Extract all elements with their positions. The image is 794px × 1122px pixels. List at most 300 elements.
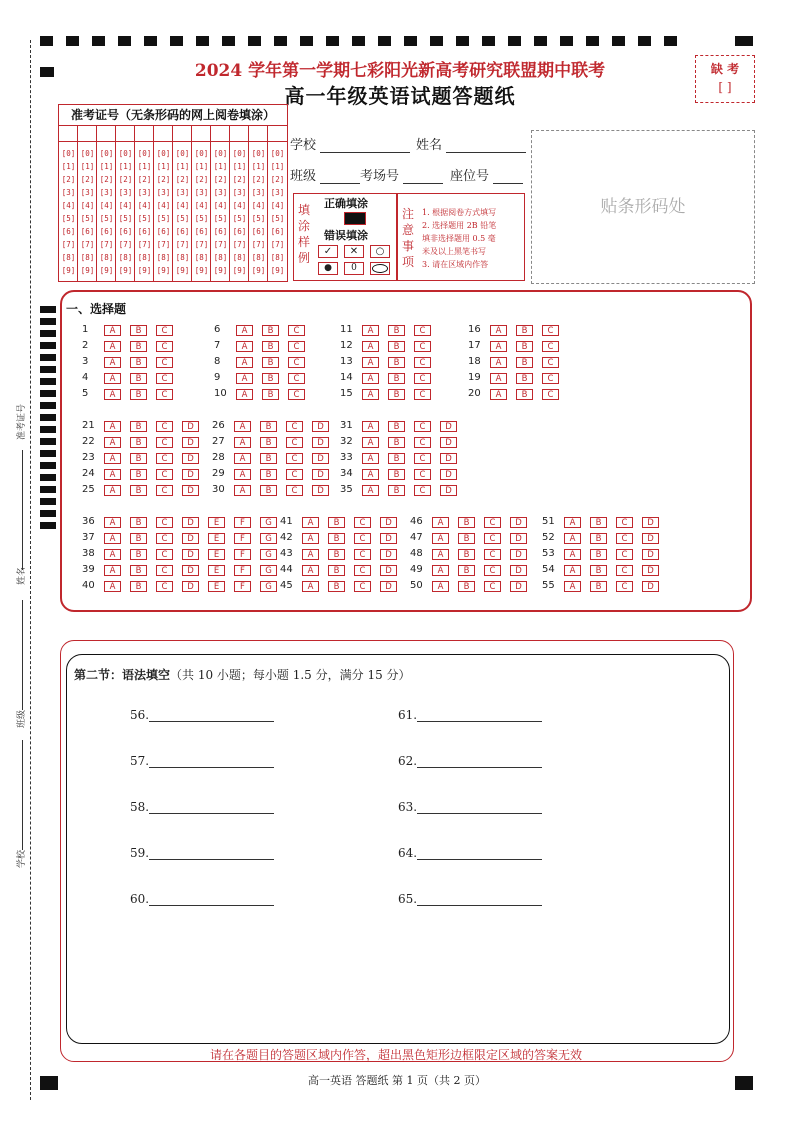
exam-id-bubble[interactable]: [5]	[213, 214, 228, 223]
answer-bubble-26-d[interactable]: D	[312, 421, 329, 432]
answer-bubble-24-c[interactable]: C	[156, 469, 173, 480]
blank-59[interactable]	[130, 846, 274, 860]
answer-bubble-7-b[interactable]: B	[262, 341, 279, 352]
answer-bubble-30-c[interactable]: C	[286, 485, 303, 496]
answer-bubble-37-f[interactable]: F	[234, 533, 251, 544]
answer-bubble-1-c[interactable]: C	[156, 325, 173, 336]
answer-bubble-46-c[interactable]: C	[484, 517, 501, 528]
exam-id-bubble[interactable]: [7]	[99, 240, 114, 249]
answer-bubble-45-b[interactable]: B	[328, 581, 345, 592]
answer-bubble-43-d[interactable]: D	[380, 549, 397, 560]
answer-bubble-47-a[interactable]: A	[432, 533, 449, 544]
exam-id-bubble[interactable]: [5]	[251, 214, 266, 223]
exam-id-bubble[interactable]: [3]	[213, 188, 228, 197]
answer-bubble-53-b[interactable]: B	[590, 549, 607, 560]
answer-bubble-10-b[interactable]: B	[262, 389, 279, 400]
exam-id-bubble[interactable]: [0]	[270, 149, 285, 158]
exam-id-bubble[interactable]: [5]	[118, 214, 133, 223]
answer-bubble-49-d[interactable]: D	[510, 565, 527, 576]
answer-bubble-18-a[interactable]: A	[490, 357, 507, 368]
answer-bubble-12-b[interactable]: B	[388, 341, 405, 352]
exam-id-bubble[interactable]: [3]	[232, 188, 247, 197]
blank-58[interactable]	[130, 800, 274, 814]
answer-bubble-54-a[interactable]: A	[564, 565, 581, 576]
exam-id-bubble[interactable]: [4]	[156, 201, 171, 210]
class-field[interactable]	[290, 165, 360, 184]
answer-bubble-38-e[interactable]: E	[208, 549, 225, 560]
answer-bubble-38-a[interactable]: A	[104, 549, 121, 560]
exam-id-grid[interactable]	[59, 125, 287, 281]
answer-bubble-43-c[interactable]: C	[354, 549, 371, 560]
answer-bubble-28-a[interactable]: A	[234, 453, 251, 464]
exam-id-bubble[interactable]: [3]	[270, 188, 285, 197]
blank-65[interactable]	[398, 892, 542, 906]
answer-bubble-8-a[interactable]: A	[236, 357, 253, 368]
answer-bubble-16-a[interactable]: A	[490, 325, 507, 336]
exam-id-bubble[interactable]: [1]	[270, 162, 285, 171]
answer-bubble-23-b[interactable]: B	[130, 453, 147, 464]
answer-bubble-40-f[interactable]: F	[234, 581, 251, 592]
answer-bubble-42-d[interactable]: D	[380, 533, 397, 544]
blank-64[interactable]	[398, 846, 542, 860]
exam-id-bubble[interactable]: [9]	[156, 266, 171, 275]
answer-bubble-52-d[interactable]: D	[642, 533, 659, 544]
answer-bubble-4-c[interactable]: C	[156, 373, 173, 384]
answer-bubble-5-b[interactable]: B	[130, 389, 147, 400]
answer-bubble-2-a[interactable]: A	[104, 341, 121, 352]
answer-bubble-38-d[interactable]: D	[182, 549, 199, 560]
answer-bubble-33-b[interactable]: B	[388, 453, 405, 464]
answer-bubble-13-b[interactable]: B	[388, 357, 405, 368]
answer-bubble-55-c[interactable]: C	[616, 581, 633, 592]
exam-id-bubble[interactable]: [1]	[118, 162, 133, 171]
answer-bubble-19-c[interactable]: C	[542, 373, 559, 384]
answer-bubble-46-d[interactable]: D	[510, 517, 527, 528]
answer-bubble-44-d[interactable]: D	[380, 565, 397, 576]
answer-bubble-21-a[interactable]: A	[104, 421, 121, 432]
answer-bubble-11-b[interactable]: B	[388, 325, 405, 336]
answer-bubble-9-c[interactable]: C	[288, 373, 305, 384]
exam-id-bubble[interactable]: [1]	[232, 162, 247, 171]
answer-bubble-42-c[interactable]: C	[354, 533, 371, 544]
answer-bubble-47-c[interactable]: C	[484, 533, 501, 544]
answer-bubble-22-b[interactable]: B	[130, 437, 147, 448]
room-field[interactable]	[360, 165, 443, 184]
answer-bubble-28-b[interactable]: B	[260, 453, 277, 464]
exam-id-bubble[interactable]: [2]	[232, 175, 247, 184]
answer-bubble-36-g[interactable]: G	[260, 517, 277, 528]
answer-bubble-12-a[interactable]: A	[362, 341, 379, 352]
answer-bubble-4-b[interactable]: B	[130, 373, 147, 384]
exam-id-bubble[interactable]: [6]	[99, 227, 114, 236]
answer-bubble-37-g[interactable]: G	[260, 533, 277, 544]
exam-id-bubble[interactable]: [2]	[175, 175, 190, 184]
exam-id-bubble[interactable]: [8]	[99, 253, 114, 262]
exam-id-bubble[interactable]: [6]	[213, 227, 228, 236]
answer-bubble-30-a[interactable]: A	[234, 485, 251, 496]
exam-id-bubble[interactable]: [7]	[80, 240, 95, 249]
answer-bubble-36-f[interactable]: F	[234, 517, 251, 528]
answer-bubble-36-a[interactable]: A	[104, 517, 121, 528]
answer-bubble-15-a[interactable]: A	[362, 389, 379, 400]
exam-id-bubble[interactable]: [7]	[213, 240, 228, 249]
exam-id-bubble[interactable]: [3]	[80, 188, 95, 197]
answer-bubble-27-d[interactable]: D	[312, 437, 329, 448]
exam-id-bubble[interactable]: [3]	[99, 188, 114, 197]
answer-bubble-49-a[interactable]: A	[432, 565, 449, 576]
answer-bubble-22-c[interactable]: C	[156, 437, 173, 448]
exam-id-bubble[interactable]: [9]	[61, 266, 76, 275]
blank-60[interactable]	[130, 892, 274, 906]
answer-bubble-55-a[interactable]: A	[564, 581, 581, 592]
exam-id-bubble[interactable]: [7]	[156, 240, 171, 249]
exam-id-bubble[interactable]: [4]	[61, 201, 76, 210]
answer-bubble-51-c[interactable]: C	[616, 517, 633, 528]
blank-61[interactable]	[398, 708, 542, 722]
blank-62[interactable]	[398, 754, 542, 768]
exam-id-bubble[interactable]: [9]	[80, 266, 95, 275]
answer-bubble-25-c[interactable]: C	[156, 485, 173, 496]
exam-id-bubble[interactable]: [1]	[213, 162, 228, 171]
answer-bubble-3-a[interactable]: A	[104, 357, 121, 368]
answer-bubble-20-a[interactable]: A	[490, 389, 507, 400]
answer-bubble-7-c[interactable]: C	[288, 341, 305, 352]
answer-bubble-27-b[interactable]: B	[260, 437, 277, 448]
answer-bubble-39-b[interactable]: B	[130, 565, 147, 576]
answer-bubble-35-c[interactable]: C	[414, 485, 431, 496]
exam-id-bubble[interactable]: [8]	[270, 253, 285, 262]
exam-id-bubble[interactable]: [4]	[270, 201, 285, 210]
exam-id-bubble[interactable]: [6]	[194, 227, 209, 236]
answer-bubble-34-d[interactable]: D	[440, 469, 457, 480]
blank-56[interactable]	[130, 708, 274, 722]
name-field[interactable]	[416, 134, 526, 153]
answer-bubble-34-c[interactable]: C	[414, 469, 431, 480]
exam-id-bubble[interactable]: [7]	[118, 240, 133, 249]
answer-bubble-40-c[interactable]: C	[156, 581, 173, 592]
answer-bubble-44-b[interactable]: B	[328, 565, 345, 576]
exam-id-bubble[interactable]: [6]	[232, 227, 247, 236]
answer-bubble-47-d[interactable]: D	[510, 533, 527, 544]
answer-bubble-9-b[interactable]: B	[262, 373, 279, 384]
answer-bubble-46-b[interactable]: B	[458, 517, 475, 528]
answer-bubble-40-d[interactable]: D	[182, 581, 199, 592]
answer-bubble-11-a[interactable]: A	[362, 325, 379, 336]
answer-bubble-6-b[interactable]: B	[262, 325, 279, 336]
answer-bubble-35-b[interactable]: B	[388, 485, 405, 496]
answer-bubble-50-c[interactable]: C	[484, 581, 501, 592]
answer-bubble-32-b[interactable]: B	[388, 437, 405, 448]
exam-id-bubble[interactable]: [6]	[118, 227, 133, 236]
answer-bubble-20-c[interactable]: C	[542, 389, 559, 400]
answer-bubble-23-c[interactable]: C	[156, 453, 173, 464]
answer-bubble-51-b[interactable]: B	[590, 517, 607, 528]
answer-bubble-48-d[interactable]: D	[510, 549, 527, 560]
answer-bubble-54-d[interactable]: D	[642, 565, 659, 576]
exam-id-bubble[interactable]: [8]	[175, 253, 190, 262]
exam-id-bubble[interactable]: [9]	[118, 266, 133, 275]
answer-bubble-48-b[interactable]: B	[458, 549, 475, 560]
answer-bubble-39-g[interactable]: G	[260, 565, 277, 576]
answer-bubble-2-b[interactable]: B	[130, 341, 147, 352]
answer-bubble-10-c[interactable]: C	[288, 389, 305, 400]
exam-id-bubble[interactable]: [5]	[80, 214, 95, 223]
answer-bubble-29-b[interactable]: B	[260, 469, 277, 480]
answer-bubble-3-b[interactable]: B	[130, 357, 147, 368]
exam-id-bubble[interactable]: [5]	[156, 214, 171, 223]
answer-bubble-25-b[interactable]: B	[130, 485, 147, 496]
exam-id-bubble[interactable]: [2]	[137, 175, 152, 184]
answer-bubble-31-d[interactable]: D	[440, 421, 457, 432]
answer-bubble-34-a[interactable]: A	[362, 469, 379, 480]
answer-bubble-40-e[interactable]: E	[208, 581, 225, 592]
answer-bubble-31-c[interactable]: C	[414, 421, 431, 432]
exam-id-bubble[interactable]: [1]	[137, 162, 152, 171]
exam-id-bubble[interactable]: [2]	[194, 175, 209, 184]
answer-bubble-24-a[interactable]: A	[104, 469, 121, 480]
answer-bubble-45-a[interactable]: A	[302, 581, 319, 592]
answer-bubble-15-c[interactable]: C	[414, 389, 431, 400]
exam-id-bubble[interactable]: [4]	[137, 201, 152, 210]
answer-bubble-27-a[interactable]: A	[234, 437, 251, 448]
answer-bubble-26-b[interactable]: B	[260, 421, 277, 432]
answer-bubble-21-c[interactable]: C	[156, 421, 173, 432]
answer-bubble-37-d[interactable]: D	[182, 533, 199, 544]
answer-bubble-3-c[interactable]: C	[156, 357, 173, 368]
answer-bubble-41-a[interactable]: A	[302, 517, 319, 528]
exam-id-bubble[interactable]: [9]	[213, 266, 228, 275]
exam-id-bubble[interactable]: [0]	[232, 149, 247, 158]
absent-box[interactable]	[695, 55, 755, 103]
exam-id-bubble[interactable]: [0]	[175, 149, 190, 158]
answer-bubble-39-d[interactable]: D	[182, 565, 199, 576]
exam-id-bubble[interactable]: [4]	[194, 201, 209, 210]
answer-bubble-1-b[interactable]: B	[130, 325, 147, 336]
answer-bubble-37-a[interactable]: A	[104, 533, 121, 544]
exam-id-bubble[interactable]: [7]	[194, 240, 209, 249]
exam-id-bubble[interactable]: [1]	[194, 162, 209, 171]
answer-bubble-55-b[interactable]: B	[590, 581, 607, 592]
exam-id-bubble[interactable]: [4]	[175, 201, 190, 210]
exam-id-bubble[interactable]: [2]	[80, 175, 95, 184]
blank-63[interactable]	[398, 800, 542, 814]
exam-id-bubble[interactable]: [8]	[156, 253, 171, 262]
answer-bubble-52-c[interactable]: C	[616, 533, 633, 544]
exam-id-bubble[interactable]: [0]	[194, 149, 209, 158]
exam-id-bubble[interactable]: [8]	[118, 253, 133, 262]
exam-id-bubble[interactable]: [7]	[137, 240, 152, 249]
answer-bubble-16-c[interactable]: C	[542, 325, 559, 336]
exam-id-bubble[interactable]: [0]	[213, 149, 228, 158]
answer-bubble-48-c[interactable]: C	[484, 549, 501, 560]
exam-id-bubble[interactable]: [1]	[251, 162, 266, 171]
answer-bubble-44-a[interactable]: A	[302, 565, 319, 576]
answer-bubble-11-c[interactable]: C	[414, 325, 431, 336]
answer-bubble-17-b[interactable]: B	[516, 341, 533, 352]
exam-id-bubble[interactable]: [3]	[251, 188, 266, 197]
exam-id-bubble[interactable]: [6]	[137, 227, 152, 236]
answer-bubble-10-a[interactable]: A	[236, 389, 253, 400]
answer-bubble-16-b[interactable]: B	[516, 325, 533, 336]
exam-id-bubble[interactable]: [9]	[251, 266, 266, 275]
exam-id-bubble[interactable]: [5]	[137, 214, 152, 223]
answer-bubble-36-d[interactable]: D	[182, 517, 199, 528]
answer-bubble-35-a[interactable]: A	[362, 485, 379, 496]
exam-id-bubble[interactable]: [7]	[232, 240, 247, 249]
answer-bubble-17-c[interactable]: C	[542, 341, 559, 352]
answer-bubble-31-a[interactable]: A	[362, 421, 379, 432]
exam-id-bubble[interactable]: [2]	[213, 175, 228, 184]
answer-bubble-55-d[interactable]: D	[642, 581, 659, 592]
exam-id-bubble[interactable]: [3]	[61, 188, 76, 197]
answer-bubble-20-b[interactable]: B	[516, 389, 533, 400]
answer-bubble-29-c[interactable]: C	[286, 469, 303, 480]
answer-bubble-38-b[interactable]: B	[130, 549, 147, 560]
answer-bubble-22-a[interactable]: A	[104, 437, 121, 448]
exam-id-bubble[interactable]: [4]	[118, 201, 133, 210]
answer-bubble-47-b[interactable]: B	[458, 533, 475, 544]
answer-bubble-14-a[interactable]: A	[362, 373, 379, 384]
exam-id-bubble[interactable]: [0]	[80, 149, 95, 158]
answer-bubble-49-b[interactable]: B	[458, 565, 475, 576]
answer-bubble-6-a[interactable]: A	[236, 325, 253, 336]
answer-bubble-42-b[interactable]: B	[328, 533, 345, 544]
exam-id-bubble[interactable]: [3]	[156, 188, 171, 197]
answer-bubble-25-d[interactable]: D	[182, 485, 199, 496]
exam-id-bubble[interactable]: [6]	[156, 227, 171, 236]
exam-id-bubble[interactable]: [4]	[80, 201, 95, 210]
answer-bubble-29-a[interactable]: A	[234, 469, 251, 480]
exam-id-bubble[interactable]: [4]	[213, 201, 228, 210]
exam-id-bubble[interactable]: [0]	[156, 149, 171, 158]
answer-bubble-53-c[interactable]: C	[616, 549, 633, 560]
answer-bubble-12-c[interactable]: C	[414, 341, 431, 352]
exam-id-bubble[interactable]: [2]	[156, 175, 171, 184]
answer-bubble-48-a[interactable]: A	[432, 549, 449, 560]
answer-bubble-43-a[interactable]: A	[302, 549, 319, 560]
answer-bubble-37-c[interactable]: C	[156, 533, 173, 544]
answer-bubble-2-c[interactable]: C	[156, 341, 173, 352]
answer-bubble-27-c[interactable]: C	[286, 437, 303, 448]
answer-bubble-21-b[interactable]: B	[130, 421, 147, 432]
answer-bubble-49-c[interactable]: C	[484, 565, 501, 576]
exam-id-bubble[interactable]: [8]	[232, 253, 247, 262]
school-field[interactable]	[290, 134, 410, 153]
answer-bubble-40-b[interactable]: B	[130, 581, 147, 592]
exam-id-bubble[interactable]: [3]	[137, 188, 152, 197]
exam-id-bubble[interactable]: [9]	[99, 266, 114, 275]
answer-bubble-40-a[interactable]: A	[104, 581, 121, 592]
exam-id-bubble[interactable]: [0]	[61, 149, 76, 158]
answer-bubble-54-b[interactable]: B	[590, 565, 607, 576]
answer-bubble-7-a[interactable]: A	[236, 341, 253, 352]
answer-bubble-35-d[interactable]: D	[440, 485, 457, 496]
exam-id-bubble[interactable]: [7]	[175, 240, 190, 249]
answer-bubble-39-f[interactable]: F	[234, 565, 251, 576]
exam-id-bubble[interactable]: [5]	[232, 214, 247, 223]
exam-id-bubble[interactable]: [1]	[80, 162, 95, 171]
answer-bubble-24-b[interactable]: B	[130, 469, 147, 480]
answer-bubble-33-a[interactable]: A	[362, 453, 379, 464]
answer-bubble-5-c[interactable]: C	[156, 389, 173, 400]
exam-id-bubble[interactable]: [8]	[251, 253, 266, 262]
exam-id-bubble[interactable]: [8]	[80, 253, 95, 262]
answer-bubble-45-c[interactable]: C	[354, 581, 371, 592]
exam-id-bubble[interactable]: [7]	[270, 240, 285, 249]
exam-id-bubble[interactable]: [2]	[99, 175, 114, 184]
exam-id-bubble[interactable]: [5]	[194, 214, 209, 223]
answer-bubble-13-c[interactable]: C	[414, 357, 431, 368]
answer-bubble-42-a[interactable]: A	[302, 533, 319, 544]
answer-bubble-41-b[interactable]: B	[328, 517, 345, 528]
answer-bubble-19-b[interactable]: B	[516, 373, 533, 384]
answer-bubble-9-a[interactable]: A	[236, 373, 253, 384]
exam-id-bubble[interactable]: [7]	[61, 240, 76, 249]
exam-id-bubble[interactable]: [5]	[61, 214, 76, 223]
exam-id-bubble[interactable]: [9]	[270, 266, 285, 275]
answer-bubble-30-b[interactable]: B	[260, 485, 277, 496]
answer-bubble-40-g[interactable]: G	[260, 581, 277, 592]
answer-bubble-51-d[interactable]: D	[642, 517, 659, 528]
answer-bubble-50-d[interactable]: D	[510, 581, 527, 592]
exam-id-bubble[interactable]: [6]	[270, 227, 285, 236]
answer-bubble-13-a[interactable]: A	[362, 357, 379, 368]
answer-bubble-25-a[interactable]: A	[104, 485, 121, 496]
answer-bubble-28-d[interactable]: D	[312, 453, 329, 464]
exam-id-bubble[interactable]: [8]	[61, 253, 76, 262]
exam-id-bubble[interactable]: [9]	[175, 266, 190, 275]
answer-bubble-26-a[interactable]: A	[234, 421, 251, 432]
answer-bubble-43-b[interactable]: B	[328, 549, 345, 560]
answer-bubble-36-b[interactable]: B	[130, 517, 147, 528]
answer-bubble-28-c[interactable]: C	[286, 453, 303, 464]
answer-bubble-54-c[interactable]: C	[616, 565, 633, 576]
answer-bubble-36-e[interactable]: E	[208, 517, 225, 528]
exam-id-bubble[interactable]: [0]	[99, 149, 114, 158]
exam-id-bubble[interactable]: [4]	[251, 201, 266, 210]
answer-bubble-44-c[interactable]: C	[354, 565, 371, 576]
exam-id-bubble[interactable]: [1]	[99, 162, 114, 171]
answer-bubble-32-a[interactable]: A	[362, 437, 379, 448]
exam-id-bubble[interactable]: [6]	[175, 227, 190, 236]
answer-bubble-14-c[interactable]: C	[414, 373, 431, 384]
answer-bubble-18-b[interactable]: B	[516, 357, 533, 368]
answer-bubble-26-c[interactable]: C	[286, 421, 303, 432]
answer-bubble-53-a[interactable]: A	[564, 549, 581, 560]
answer-bubble-45-d[interactable]: D	[380, 581, 397, 592]
answer-bubble-52-a[interactable]: A	[564, 533, 581, 544]
answer-bubble-33-d[interactable]: D	[440, 453, 457, 464]
answer-bubble-19-a[interactable]: A	[490, 373, 507, 384]
exam-id-bubble[interactable]: [1]	[175, 162, 190, 171]
exam-id-bubble[interactable]: [4]	[232, 201, 247, 210]
answer-bubble-32-c[interactable]: C	[414, 437, 431, 448]
exam-id-bubble[interactable]: [2]	[251, 175, 266, 184]
exam-id-bubble[interactable]: [3]	[118, 188, 133, 197]
answer-bubble-52-b[interactable]: B	[590, 533, 607, 544]
answer-bubble-30-d[interactable]: D	[312, 485, 329, 496]
exam-id-bubble[interactable]: [6]	[61, 227, 76, 236]
answer-bubble-37-e[interactable]: E	[208, 533, 225, 544]
exam-id-bubble[interactable]: [2]	[61, 175, 76, 184]
exam-id-bubble[interactable]: [7]	[251, 240, 266, 249]
answer-bubble-6-c[interactable]: C	[288, 325, 305, 336]
answer-bubble-41-c[interactable]: C	[354, 517, 371, 528]
exam-id-bubble[interactable]: [1]	[61, 162, 76, 171]
answer-bubble-36-c[interactable]: C	[156, 517, 173, 528]
blank-57[interactable]	[130, 754, 274, 768]
exam-id-bubble[interactable]: [5]	[270, 214, 285, 223]
